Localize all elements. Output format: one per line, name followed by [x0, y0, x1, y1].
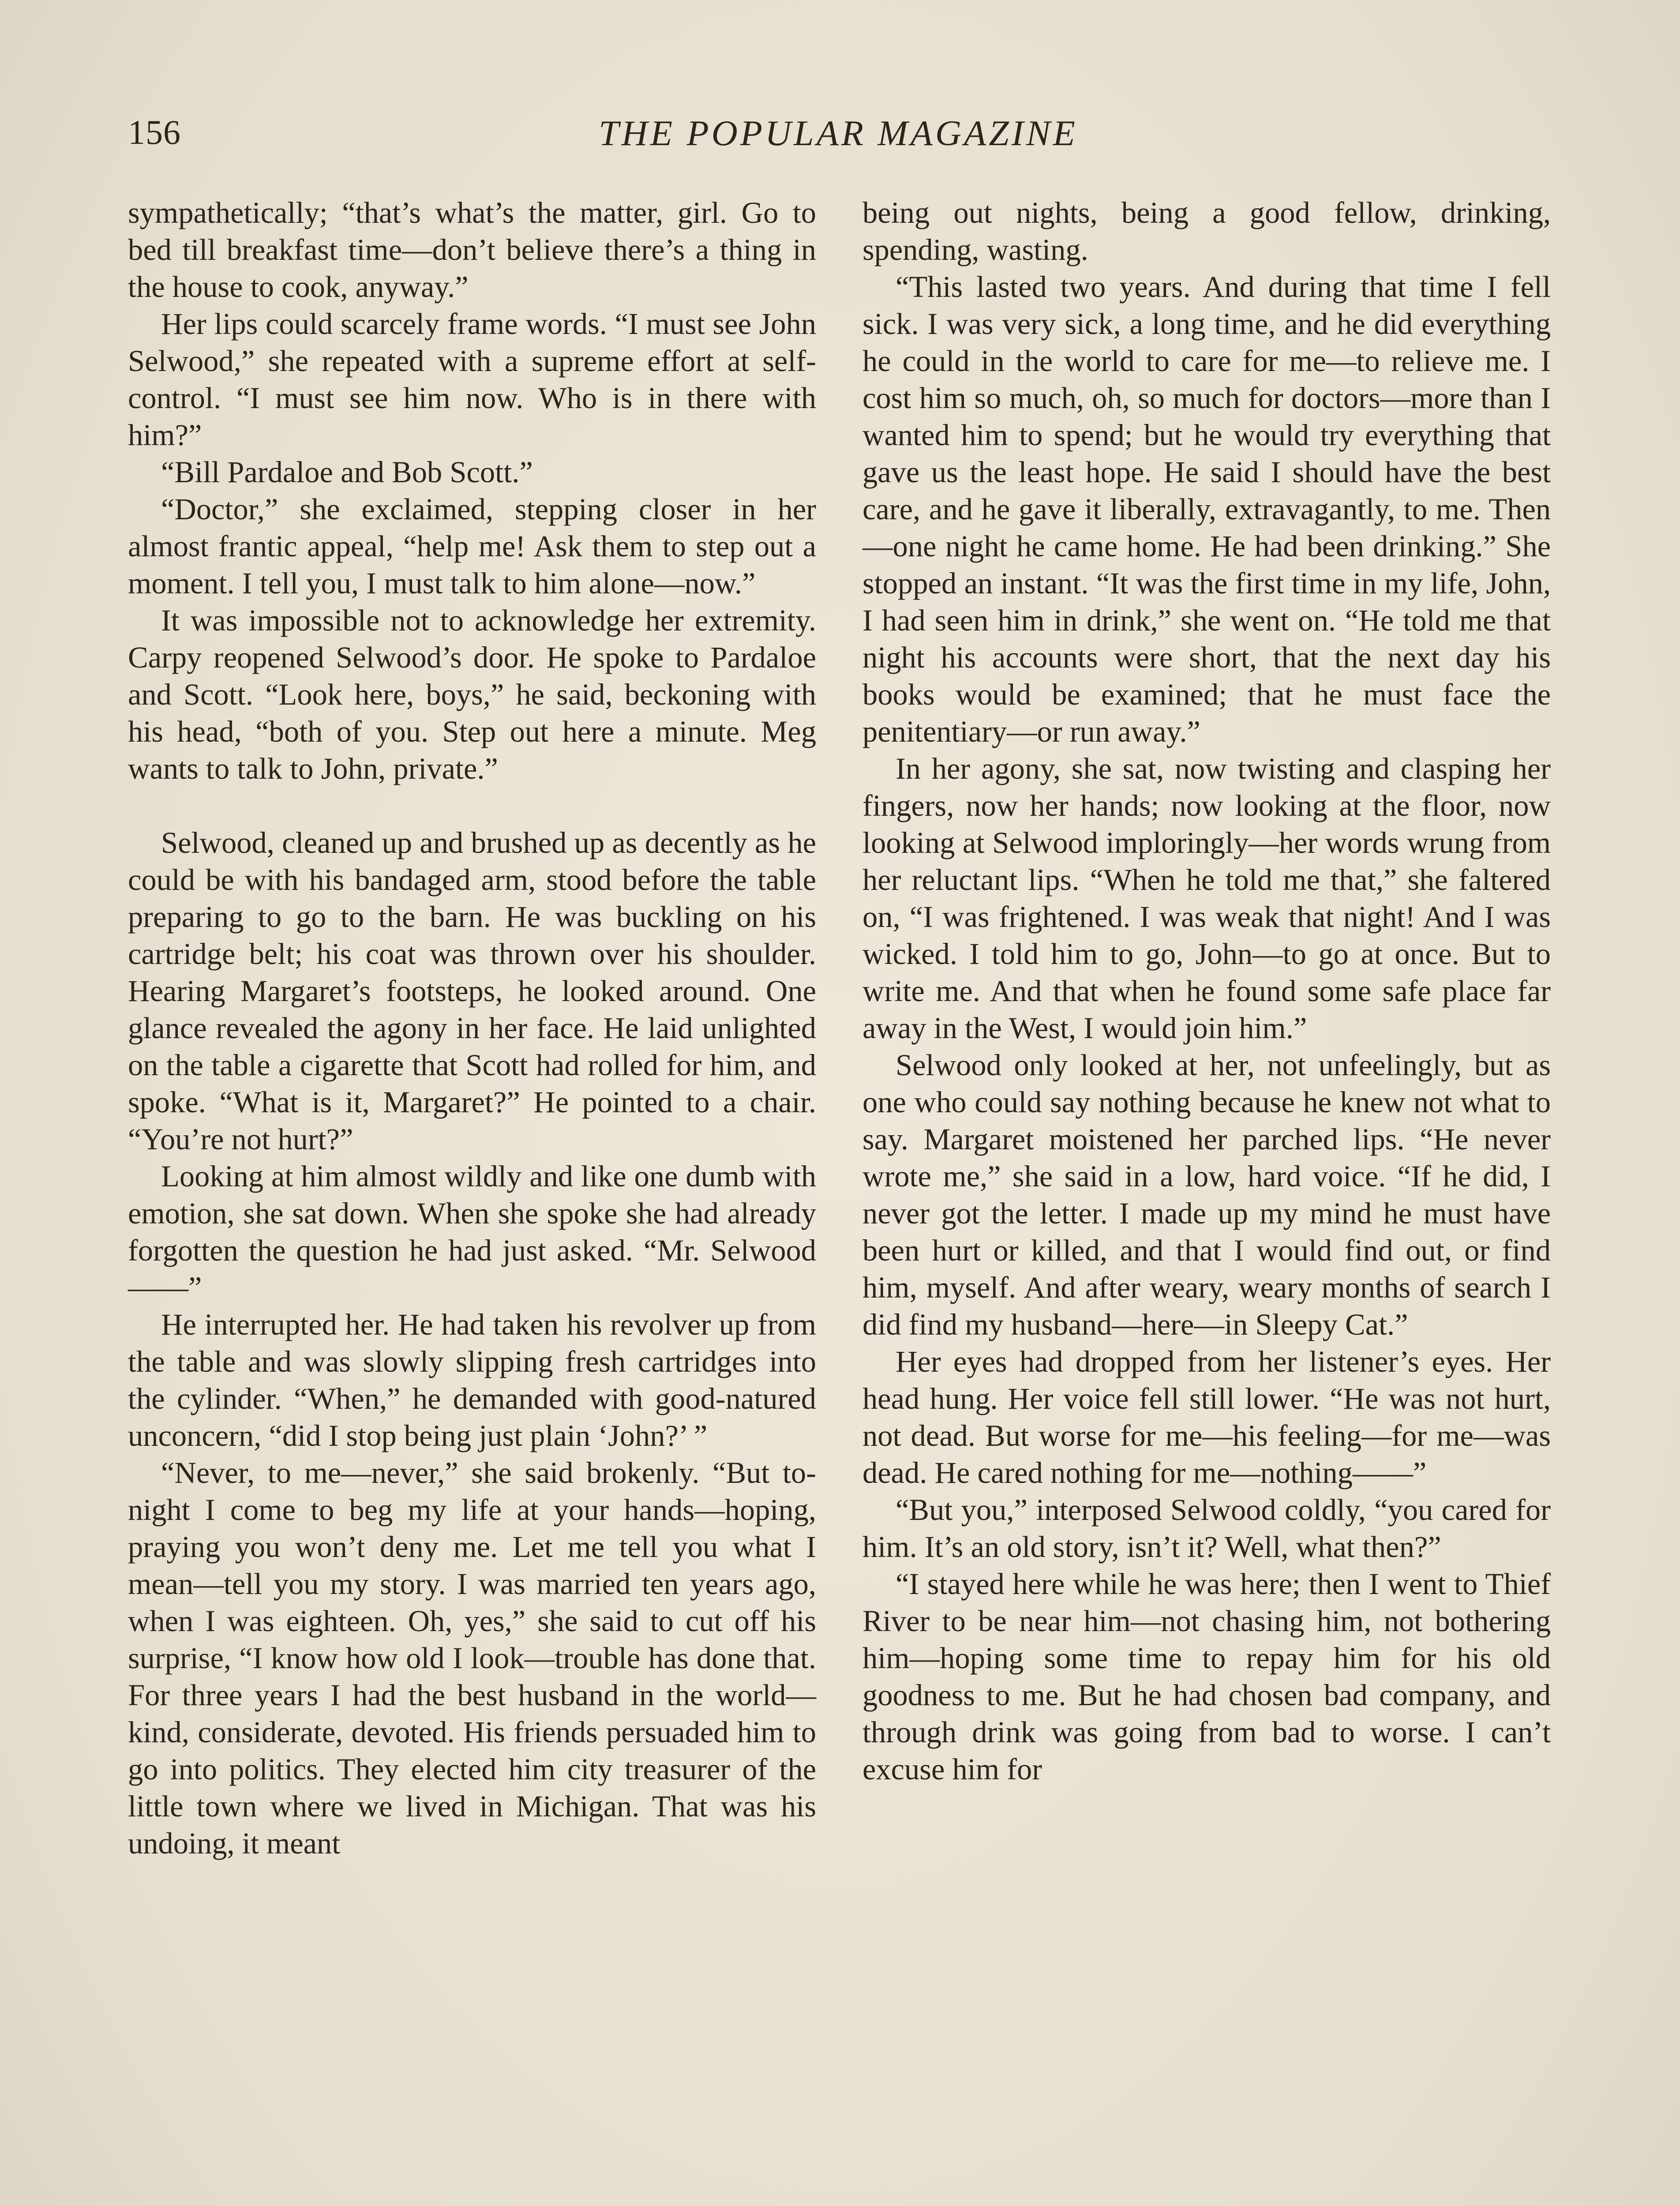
left-column	[128, 194, 816, 1862]
section-break	[128, 787, 816, 824]
paragraph: “Never, to me—never,” she said brokenly. “But to-night I come to beg my life at your hands—hoping, praying you won’t deny me. Let me tell you what I mean—tell you my story. I was married ten years ago, when I was eighteen. Oh, yes,” she said to cut off his surprise, “I know how old I look—trouble has done that. For three years I had the best husband in the world—kind, considerate, devoted. His friends persuaded him to go into politics. They elected him city treasurer of the little town where we lived in Michigan. That was his undoing, it meant	[128, 1456, 816, 1860]
paragraph: “Bill Pardaloe and Bob Scott.”	[161, 455, 533, 489]
paragraph: He interrupted her. He had taken his revolver up from the table and was slowly slipping fresh cartridges into the cylinder. “When,” he demanded with good-natured unconcern, “did I stop being just plain ‘John?’ ”	[128, 1308, 816, 1452]
paragraph: Looking at him almost wildly and like one dumb with emotion, she sat down. When she spoke she had already forgotten the question he had just asked. “Mr. Selwood——”	[128, 1159, 816, 1304]
paragraph: Her eyes had dropped from her listener’s eyes. Her head hung. Her voice fell still lower. “He was not hurt, not dead. But worse for me—his feeling—for me—was dead. He cared nothing for me—nothing——”	[862, 1345, 1551, 1489]
paragraph: Selwood, cleaned up and brushed up as decently as he could be with his bandaged arm, stood before the table preparing to go to the barn. He was buckling on his cartridge belt; his coat was thrown over his shoulder. Hearing Margaret’s footsteps, he looked around. One glance revealed the agony in her face. He laid unlighted on the table a cigarette that Scott had rolled for him, and spoke. “What is it, Margaret?” He pointed to a chair. “You’re not hurt?”	[128, 826, 816, 1156]
paragraph: “Doctor,” she exclaimed, stepping closer in her almost frantic appeal, “help me! Ask them to step out a moment. I tell you, I must talk to him alone—now.”	[128, 492, 816, 600]
page-number: 156	[128, 113, 181, 151]
paragraph: Her lips could scarcely frame words. “I must see John Selwood,” she repeated with a supreme effort at self-control. “I must see him now. Who is in there with him?”	[128, 307, 816, 452]
paragraph: being out nights, being a good fellow, drinking, spending, wasting.	[862, 196, 1551, 266]
paragraph: “But you,” interposed Selwood coldly, “you cared for him. It’s an old story, isn’t it? Well, what then?”	[862, 1493, 1551, 1564]
right-column	[862, 194, 1551, 1788]
paragraph: sympathetically; “that’s what’s the matter, girl. Go to bed till breakfast time—don’t believe there’s a thing in the house to cook, anyway.”	[128, 196, 816, 304]
paragraph: “This lasted two years. And during that time I fell sick. I was very sick, a long time, and he did everything he could in the world to care for me—to relieve me. I cost him so much, oh, so much for doctors—more than I wanted him to spend; but he would try everything that gave us the least hope. He said I should have the best care, and he gave it liberally, extravagantly, to me. Then—one night he came home. He had been drinking.” She stopped an instant. “It was the first time in my life, John, I had seen him in drink,” she went on. “He told me that night his accounts were short, that the next day his books would be examined; that he must face the penitentiary—or run away.”	[862, 270, 1551, 748]
paragraph: It was impossible not to acknowledge her extremity. Carpy reopened Selwood’s door. He spoke to Pardaloe and Scott. “Look here, boys,” he said, beckoning with his head, “both of you. Step out here a minute. Meg wants to talk to John, private.”	[128, 604, 816, 785]
paragraph: Selwood only looked at her, not unfeelingly, but as one who could say nothing because he knew not what to say. Margaret moistened her parched lips. “He never wrote me,” she said in a low, hard voice. “If he did, I never got the letter. I made up my mind he must have been hurt or killed, and that I would find out, or find him, myself. And after weary, weary months of search I did find my husband—here—in Sleepy Cat.”	[862, 1048, 1551, 1341]
page-header	[128, 113, 1549, 170]
paragraph: In her agony, she sat, now twisting and clasping her fingers, now her hands; now looking at the floor, now looking at Selwood imploringly—her words wrung from her reluctant lips. “When he told me that,” she faltered on, “I was frightened. I was weak that night! And I was wicked. I told him to go, John—to go at once. But to write me. And that when he found some safe place far away in the West, I would join him.”	[862, 752, 1551, 1045]
paragraph: “I stayed here while he was here; then I went to Thief River to be near him—not chasing him, not bothering him—hoping some time to repay him for his old goodness to me. But he had chosen bad company, and through drink was going from bad to worse. I can’t excuse him for	[862, 1567, 1551, 1786]
magazine-title: THE POPULAR MAGAZINE	[599, 113, 1078, 153]
